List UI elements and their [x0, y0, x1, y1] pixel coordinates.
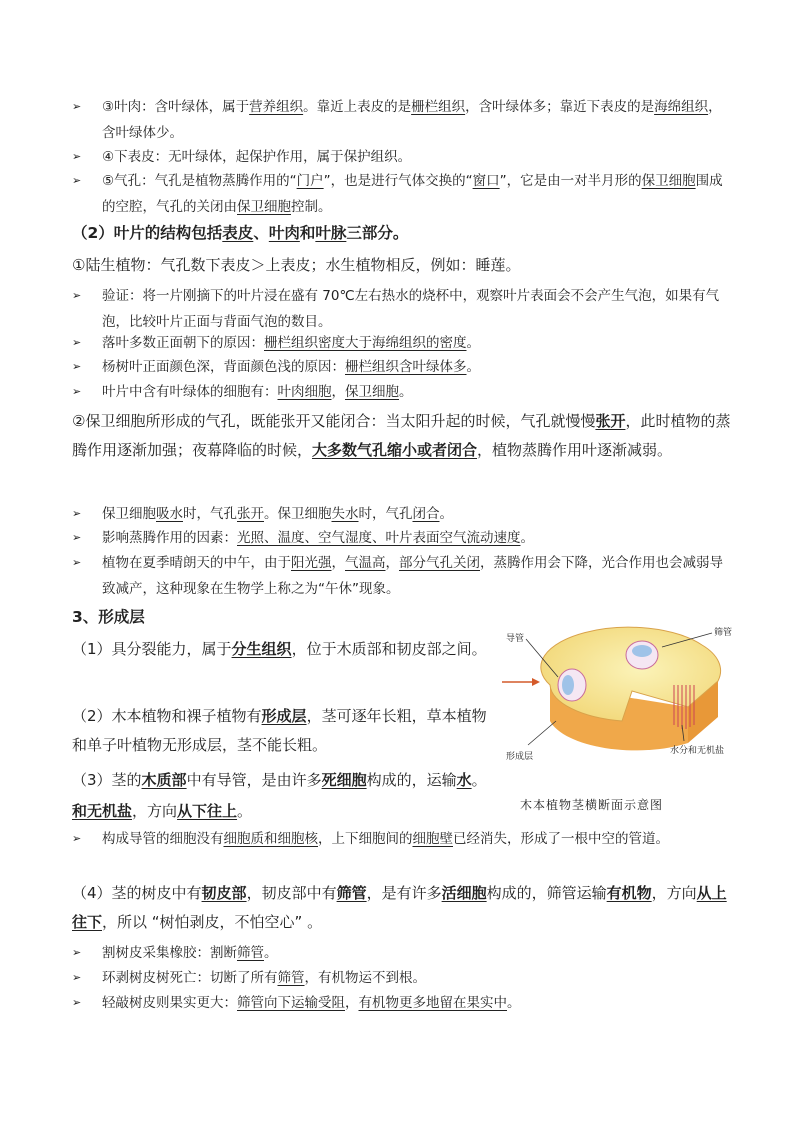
- term: 气温高: [345, 555, 386, 571]
- text: 环剥树皮树死亡：切断了所有: [102, 970, 278, 986]
- heading-cambium: 3、形成层: [72, 608, 145, 626]
- text: （2）叶片的结构包括: [72, 224, 223, 242]
- text: 。: [237, 802, 253, 820]
- text: 和: [299, 224, 316, 242]
- text: 割树皮采集橡胶：割断: [102, 945, 237, 961]
- text: ，含叶绿体少。: [102, 99, 722, 141]
- bullet-rubber: [72, 940, 732, 966]
- term: 表皮: [222, 224, 254, 242]
- text: 轻敲树皮则果实更大：: [102, 995, 237, 1011]
- text: （3）茎的: [72, 771, 142, 789]
- para-guard-cells: [72, 407, 732, 465]
- term: 部分气孔关闭: [399, 555, 480, 571]
- bullet-transpiration-factors: [72, 525, 732, 551]
- heading-leaf-structure: [72, 220, 408, 246]
- bullet-lower-epidermis: [72, 144, 732, 170]
- text: 控制。: [291, 199, 332, 215]
- arrow-bullet-icon: ➢: [72, 531, 82, 544]
- vessel-core-left: [562, 675, 574, 695]
- text: 。: [439, 506, 453, 522]
- text: 保卫细胞: [102, 506, 156, 522]
- text: 。: [466, 359, 480, 375]
- term: 水: [456, 771, 472, 789]
- text: ，此时植物的蒸腾作用逐渐加强；夜幕降临的时候，: [72, 412, 731, 459]
- para-xylem-direction: [72, 797, 492, 826]
- text: 构成的，筛管运输: [486, 884, 607, 902]
- term: 从上往下: [72, 884, 727, 931]
- term: 细胞质和细胞核: [223, 831, 318, 847]
- text: ②保卫细胞所形成的气孔，既能张开又能闭合：当太阳升起的时候，气孔就慢慢: [72, 412, 596, 430]
- text: ”，也是进行气体交换的“: [323, 173, 473, 189]
- text: 构成导管的细胞没有: [102, 831, 224, 847]
- term: 栅栏组织含叶绿体多: [345, 359, 467, 375]
- label-cambium: 形成层: [506, 752, 534, 762]
- text: ，: [385, 555, 399, 571]
- text: 。: [520, 530, 534, 546]
- term: 有机物: [606, 884, 652, 902]
- arrow-bullet-icon: ➢: [72, 556, 82, 569]
- term: 叶肉细胞: [277, 384, 332, 400]
- text: ，有机物运不到根。: [304, 970, 426, 986]
- term: 分生组织: [231, 640, 292, 658]
- text: ，位于木质部和韧皮部之间。: [291, 640, 487, 658]
- arrow-bullet-icon: ➢: [72, 150, 82, 163]
- term: 大多数气孔缩小或者闭合: [312, 441, 478, 459]
- text: ⑤气孔：气孔是植物蒸腾作用的“: [102, 173, 297, 189]
- term: 海绵组织: [654, 99, 709, 115]
- term: 栅栏组织密度大于海绵组织的密度: [264, 335, 467, 351]
- text: 。: [507, 995, 521, 1011]
- bullet-mesophyll: [72, 94, 732, 146]
- term: 张开: [595, 412, 626, 430]
- arrow-bullet-icon: ➢: [72, 385, 82, 398]
- text: 。靠近上表皮的是: [303, 99, 412, 115]
- arrow-bullet-icon: ➢: [72, 360, 82, 373]
- text: 三部分。: [346, 224, 409, 242]
- arrow-bullet-icon: ➢: [72, 507, 82, 520]
- term: 窗口: [472, 173, 500, 189]
- term: 筛管向下运输受阻: [237, 995, 345, 1011]
- term: 筛管: [336, 884, 367, 902]
- term: 失水: [331, 506, 359, 522]
- label-vessel: 导管: [506, 634, 525, 644]
- bullet-falling-leaf: [72, 330, 732, 356]
- text: 、: [253, 224, 269, 242]
- figure-caption: 木本植物茎横断面示意图: [520, 798, 664, 812]
- text: （4）茎的树皮中有: [72, 884, 202, 902]
- term: 门户: [296, 173, 324, 189]
- term: 活细胞: [441, 884, 487, 902]
- text: ①陆生植物：气孔数下表皮＞上表皮；水生植物相反，例如：睡莲。: [72, 256, 521, 274]
- text: ，含叶绿体多；靠近下表皮的是: [465, 99, 655, 115]
- text: ，植物蒸腾作用叶逐渐减弱。: [477, 441, 673, 459]
- term: 木质部: [141, 771, 187, 789]
- term: 形成层: [261, 707, 307, 725]
- para-phloem: [72, 879, 732, 937]
- text: ，上下细胞间的: [318, 831, 413, 847]
- text: ，: [331, 384, 345, 400]
- bullet-verification: [72, 283, 732, 335]
- stem-cross-section-figure: [502, 625, 732, 765]
- text: 。: [399, 384, 413, 400]
- text: 验证：将一片刚摘下的叶片浸在盛有 70℃左右热水的烧杯中，观察叶片表面会不会产生气泡，如果有气泡，比较叶片正面与背面气泡的数目。: [102, 288, 720, 330]
- term: 细胞壁: [412, 831, 453, 847]
- bullet-chloroplast-cells: [72, 379, 732, 405]
- term: 营养组织: [249, 99, 304, 115]
- term: 光照、温度、空气湿度、叶片表面空气流动速度: [237, 530, 521, 546]
- term: 死细胞: [321, 771, 367, 789]
- text: 围成的空腔，气孔的关闭由: [102, 173, 723, 215]
- arrow-bullet-icon: ➢: [72, 832, 82, 845]
- text: ，方向: [651, 884, 697, 902]
- text: （1）具分裂能力，属于: [72, 640, 232, 658]
- text: 已经消失，形成了一根中空的管道。: [453, 831, 669, 847]
- bullet-tapping: [72, 990, 732, 1016]
- text: 时，气孔: [183, 506, 237, 522]
- vessel-core-top: [632, 645, 652, 657]
- text: ，: [331, 555, 345, 571]
- text: ，是有许多: [366, 884, 442, 902]
- text: 中有导管，是由许多: [186, 771, 322, 789]
- text: ，方向: [132, 802, 178, 820]
- term: 和无机盐: [72, 802, 133, 820]
- term: 保卫细胞: [345, 384, 399, 400]
- term: 叶脉: [315, 224, 347, 242]
- text: ，蒸腾作用会下降，光合作用也会减弱导致减产，这种现象在生物学上称之为“午休”现象。: [102, 555, 723, 597]
- bullet-stoma: [72, 168, 732, 220]
- para-cambium-division: [72, 635, 492, 664]
- text: 叶片中含有叶绿体的细胞有：: [102, 384, 278, 400]
- text: ④下表皮：无叶绿体，起保护作用，属于保护组织。: [102, 149, 412, 165]
- text: ，茎可逐年长粗，草本植物和单子叶植物无形成层，茎不能长粗。: [72, 707, 487, 754]
- term: 吸水: [156, 506, 183, 522]
- text: ③叶肉：含叶绿体，属于: [102, 99, 250, 115]
- arrow-bullet-icon: ➢: [72, 174, 82, 187]
- arrow-bullet-icon: ➢: [72, 946, 82, 959]
- term: 韧皮部: [201, 884, 247, 902]
- text: 杨树叶正面颜色深，背面颜色浅的原因：: [102, 359, 345, 375]
- term: 保卫细胞: [237, 199, 291, 215]
- text: ”，它是由一对半月形的: [499, 173, 642, 189]
- term: 筛管: [237, 945, 264, 961]
- bullet-vessel-cells: [72, 826, 732, 852]
- text: 。: [264, 945, 278, 961]
- text: 落叶多数正面朝下的原因：: [102, 335, 264, 351]
- term: 闭合: [412, 506, 440, 522]
- para-xylem: [72, 766, 492, 795]
- term: 张开: [237, 506, 264, 522]
- term: 叶肉: [268, 224, 300, 242]
- text: ，: [345, 995, 359, 1011]
- term: 有机物更多地留在果实中: [358, 995, 507, 1011]
- text: 。: [471, 771, 487, 789]
- label-sieve: 筛管: [714, 628, 732, 638]
- arrow-bullet-icon: ➢: [72, 971, 82, 984]
- leader-cambium: [528, 721, 556, 745]
- text: ，韧皮部中有: [246, 884, 337, 902]
- label-water: 水分和无机盐: [670, 746, 725, 756]
- text: 植物在夏季晴朗天的中午，由于: [102, 555, 291, 571]
- term: 筛管: [277, 970, 305, 986]
- text: ，所以 “树怕剥皮，不怕空心” 。: [102, 913, 323, 931]
- term: 阳光强: [291, 555, 332, 571]
- arrow-bullet-icon: ➢: [72, 996, 82, 1009]
- para-stomata-count: [72, 251, 732, 280]
- term: 保卫细胞: [641, 173, 696, 189]
- text: 。: [466, 335, 480, 351]
- text: 。保卫细胞: [264, 506, 332, 522]
- text: （2）木本植物和裸子植物有: [72, 707, 262, 725]
- bullet-midday-rest: [72, 550, 732, 602]
- text: 构成的，运输: [366, 771, 457, 789]
- term: 从下往上: [177, 802, 238, 820]
- bullet-poplar-leaf: [72, 354, 732, 380]
- arrow-bullet-icon: ➢: [72, 100, 82, 113]
- bullet-girdling: [72, 965, 732, 991]
- term: 栅栏组织: [411, 99, 466, 115]
- para-woody-plants: [72, 702, 492, 760]
- text: 时，气孔: [358, 506, 413, 522]
- bullet-guard-cell-water: [72, 501, 732, 527]
- arrow-bullet-icon: ➢: [72, 336, 82, 349]
- arrow-bullet-icon: ➢: [72, 289, 82, 302]
- text: 影响蒸腾作用的因素：: [102, 530, 237, 546]
- arrow-head-icon: [532, 678, 540, 686]
